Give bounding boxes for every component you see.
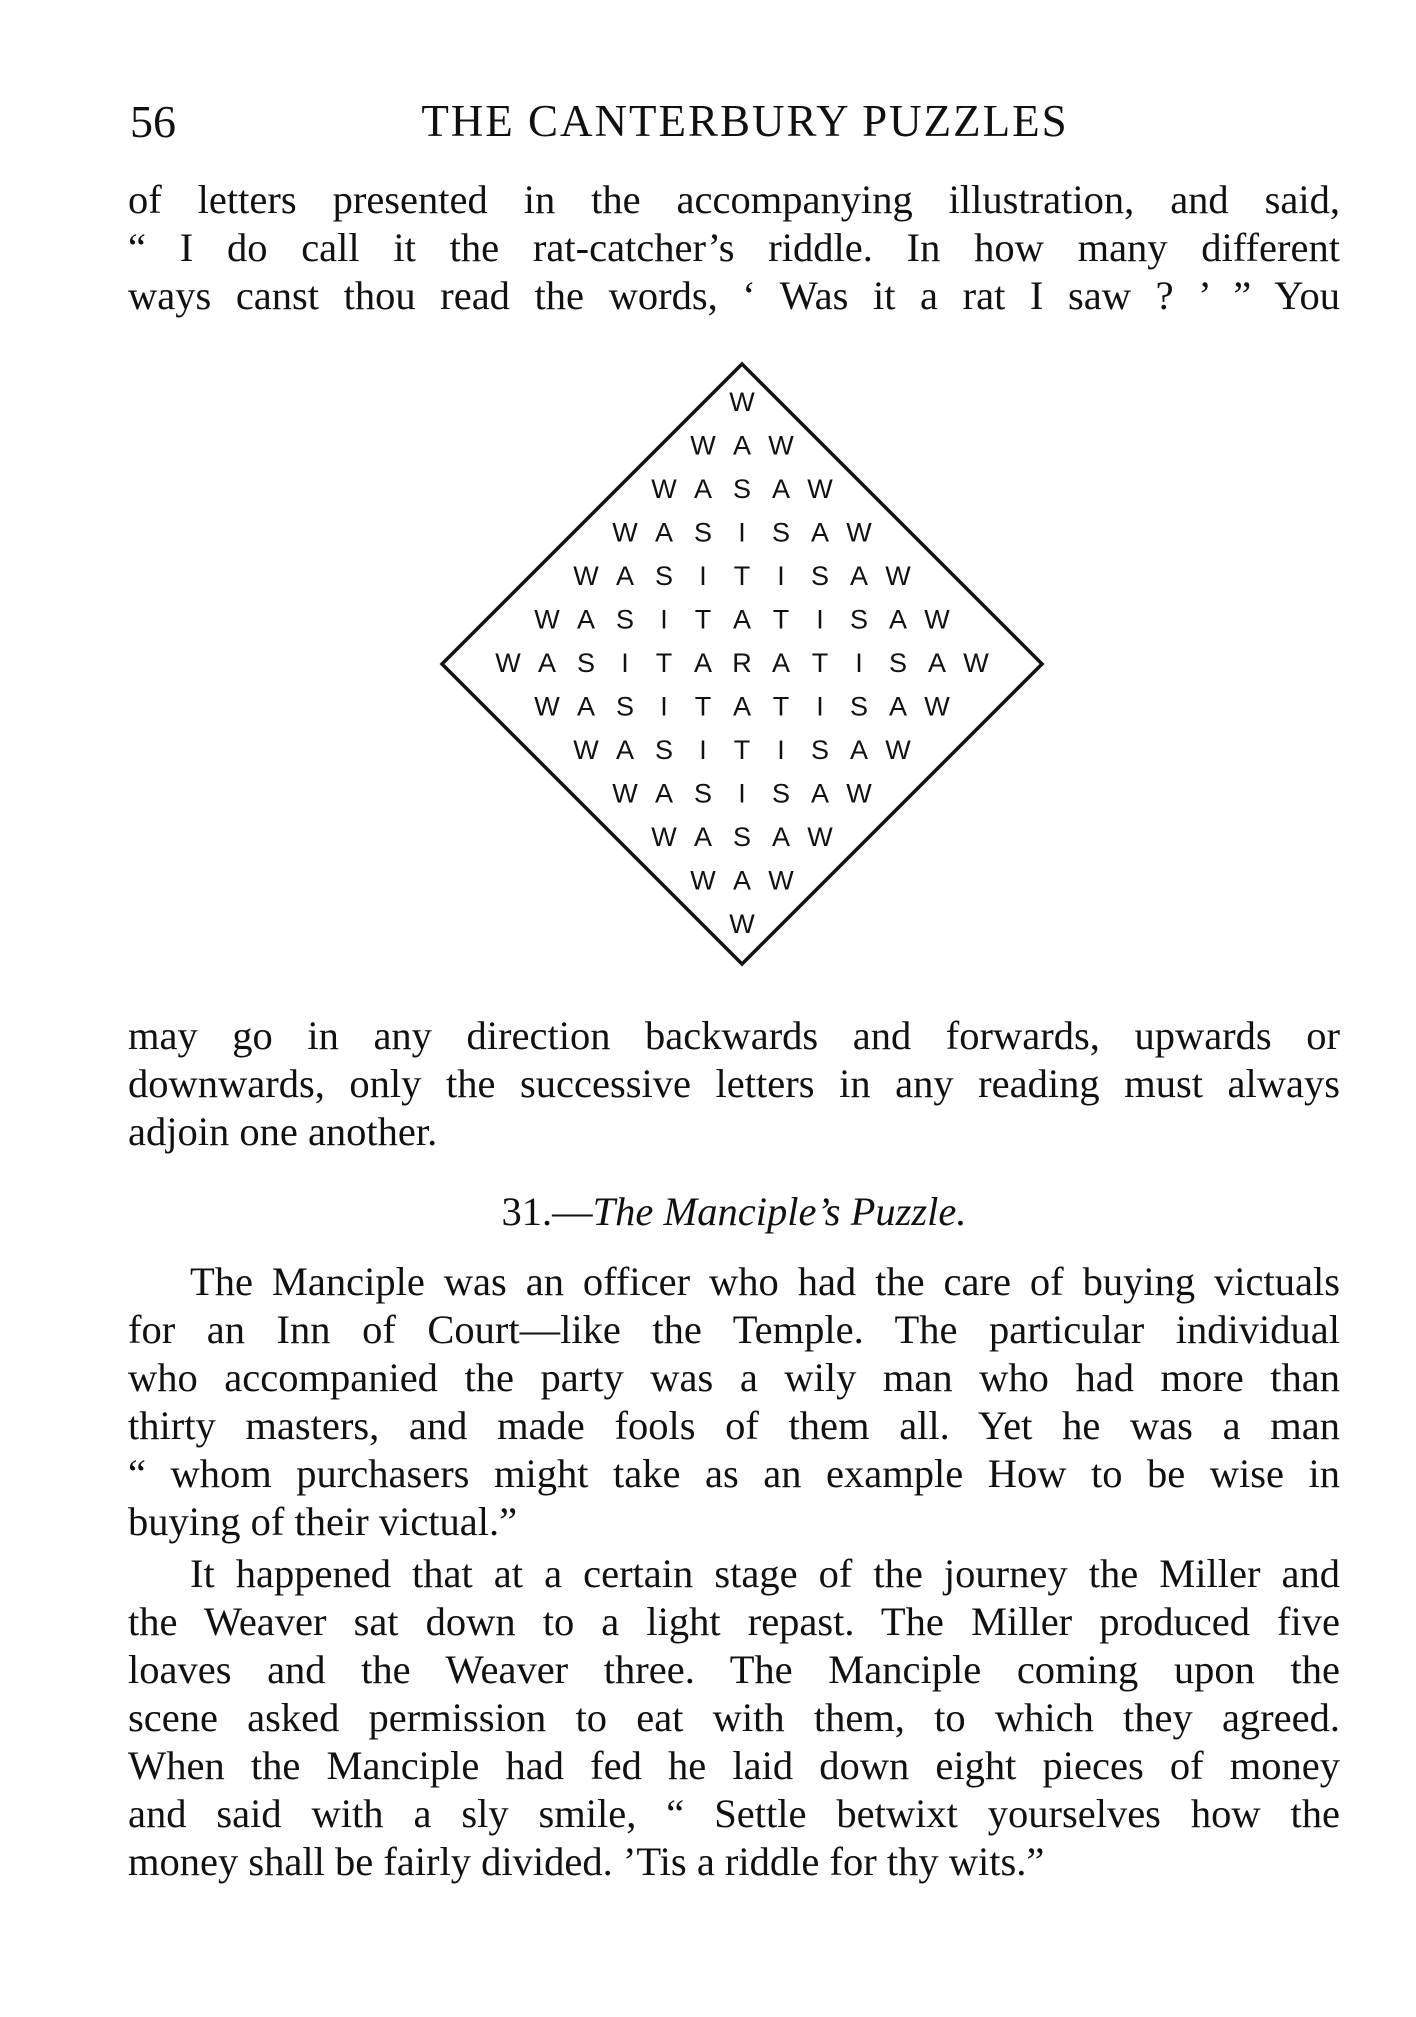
diamond-letter: S	[693, 517, 713, 548]
text-line: When the Manciple had fed he laid down eight pieces of money	[128, 1743, 1340, 1788]
diamond-letter: I	[621, 648, 629, 678]
diamond-letter: W	[495, 648, 521, 678]
diamond-letter: A	[654, 517, 674, 548]
diamond-letter: T	[733, 735, 751, 765]
text-line: may go in any direction backwards and forwards, upwards or	[128, 1013, 1340, 1058]
diamond-letter: W	[534, 604, 560, 635]
diamond-letter: A	[927, 648, 947, 678]
diamond-letter: W	[690, 865, 716, 896]
diamond-letter: W	[768, 430, 794, 461]
diamond-letter: I	[777, 561, 785, 591]
diamond-letter: W	[807, 822, 833, 852]
diamond-letter: A	[810, 778, 830, 809]
diamond-letter: W	[924, 604, 950, 635]
diamond-letter: I	[660, 691, 668, 722]
diamond-letter: W	[612, 517, 638, 548]
diamond-letter: W	[573, 735, 599, 765]
diamond-letter: I	[660, 604, 668, 635]
paragraph-directions	[128, 1012, 1340, 1156]
diamond-letter: A	[732, 430, 752, 461]
diamond-letter: S	[732, 474, 752, 504]
diamond-letter: W	[729, 387, 755, 417]
diamond-letter: T	[772, 604, 790, 635]
text-line: buying of their victual.”	[128, 1499, 518, 1544]
diamond-letter: A	[576, 604, 596, 635]
diamond-letter: T	[772, 691, 790, 722]
diamond-letter: W	[924, 691, 950, 722]
diamond-letter: A	[888, 691, 908, 722]
text-line: downwards, only the successive letters in any reading must always	[128, 1061, 1340, 1106]
diamond-letter: A	[654, 778, 674, 809]
section-title: The Manciple’s Puzzle.	[592, 1189, 967, 1234]
diamond-letter: A	[771, 822, 791, 852]
diamond-letter: I	[816, 691, 824, 722]
diamond-letter: A	[771, 648, 791, 678]
diamond-letter: S	[771, 778, 791, 809]
diamond-letter: W	[963, 648, 989, 678]
text-line: money shall be fairly divided. ’Tis a riddle for thy wits.”	[128, 1839, 1045, 1884]
diamond-letter: I	[738, 778, 746, 809]
section-heading	[128, 1188, 1340, 1235]
text-line: of letters presented in the accompanying illustration, and said,	[128, 177, 1340, 222]
paragraph-intro	[128, 176, 1340, 320]
page-number: 56	[130, 96, 176, 147]
diamond-letter: W	[534, 691, 560, 722]
diamond-letter: A	[771, 474, 791, 504]
diamond-letter: S	[888, 648, 908, 678]
section-number: 31.—	[501, 1189, 593, 1234]
diamond-letter: W	[651, 822, 677, 852]
diamond-letter: A	[615, 561, 635, 591]
text-line: adjoin one another.	[128, 1109, 438, 1154]
diamond-letter: S	[615, 691, 635, 722]
text-line: “ whom purchasers might take as an example How to be wise in	[128, 1451, 1340, 1496]
diamond-letter: I	[855, 648, 863, 678]
diamond-letter: I	[816, 604, 824, 635]
text-line: the Weaver sat down to a light repast. The Miller produced five	[128, 1599, 1340, 1644]
diamond-letter: S	[732, 822, 752, 852]
diamond-letter: W	[846, 778, 872, 809]
diamond-letter: W	[729, 909, 755, 939]
diamond-letter: A	[888, 604, 908, 635]
diamond-letter: T	[655, 648, 673, 678]
text-line: loaves and the Weaver three. The Manciple coming upon the	[128, 1647, 1340, 1692]
diamond-letter: A	[732, 691, 752, 722]
paragraph-repast	[128, 1550, 1340, 1886]
text-line: who accompanied the party was a wily man who had more than	[128, 1355, 1340, 1400]
diamond-letter: A	[576, 691, 596, 722]
diamond-letter: S	[810, 561, 830, 591]
diamond-letter: T	[694, 604, 712, 635]
text-line: It happened that at a certain stage of the journey the Miller and	[190, 1551, 1340, 1596]
diamond-letter: A	[615, 735, 635, 765]
diamond-letter: W	[768, 865, 794, 896]
text-line: thirty masters, and made fools of them all. Yet he was a man	[128, 1403, 1340, 1448]
diamond-letter: A	[693, 474, 713, 504]
text-line: scene asked permission to eat with them, to which they agreed.	[128, 1695, 1340, 1740]
diamond-letter-grid	[495, 387, 989, 939]
diamond-letter: T	[811, 648, 829, 678]
diamond-letter: A	[732, 865, 752, 896]
diamond-letter: R	[732, 648, 752, 678]
diamond-letter: S	[771, 517, 791, 548]
diamond-letter: W	[846, 517, 872, 548]
diamond-letter: S	[654, 561, 674, 591]
diamond-letter: W	[807, 474, 833, 504]
diamond-letter: S	[654, 735, 674, 765]
running-title: THE CANTERBURY PUZZLES	[421, 96, 1069, 146]
diamond-letter: S	[849, 604, 869, 635]
diamond-letter: W	[885, 735, 911, 765]
text-line: The Manciple was an officer who had the care of buying victuals	[190, 1259, 1340, 1304]
diamond-letter: W	[651, 474, 677, 504]
diamond-letter: A	[732, 604, 752, 635]
diamond-letter: A	[849, 735, 869, 765]
diamond-letter: A	[693, 822, 713, 852]
word-diamond-illustration	[436, 358, 1048, 970]
text-line: “ I do call it the rat-catcher’s riddle. In how many different	[128, 225, 1340, 270]
diamond-letter: W	[690, 430, 716, 461]
diamond-letter: I	[738, 517, 746, 548]
diamond-letter: W	[573, 561, 599, 591]
text-line: and said with a sly smile, “ Settle betwixt yourselves how the	[128, 1791, 1340, 1836]
diamond-letter: T	[733, 561, 751, 591]
diamond-letter: S	[810, 735, 830, 765]
text-line: ways canst thou read the words, ‘ Was it a rat I saw ? ’ ” You	[128, 273, 1340, 318]
text-line: for an Inn of Court—like the Temple. The particular individual	[128, 1307, 1340, 1352]
paragraph-manciple	[128, 1258, 1340, 1546]
diamond-letter: S	[693, 778, 713, 809]
diamond-letter: A	[693, 648, 713, 678]
diamond-letter: W	[612, 778, 638, 809]
diamond-letter: A	[849, 561, 869, 591]
page-header	[130, 95, 1340, 155]
diamond-letter: I	[699, 561, 707, 591]
diamond-letter: I	[699, 735, 707, 765]
diamond-letter: T	[694, 691, 712, 722]
diamond-letter: A	[537, 648, 557, 678]
diamond-letter: I	[777, 735, 785, 765]
diamond-letter: A	[810, 517, 830, 548]
diamond-letter: W	[885, 561, 911, 591]
diamond-letter: S	[576, 648, 596, 678]
diamond-letter: S	[615, 604, 635, 635]
diamond-letter: S	[849, 691, 869, 722]
